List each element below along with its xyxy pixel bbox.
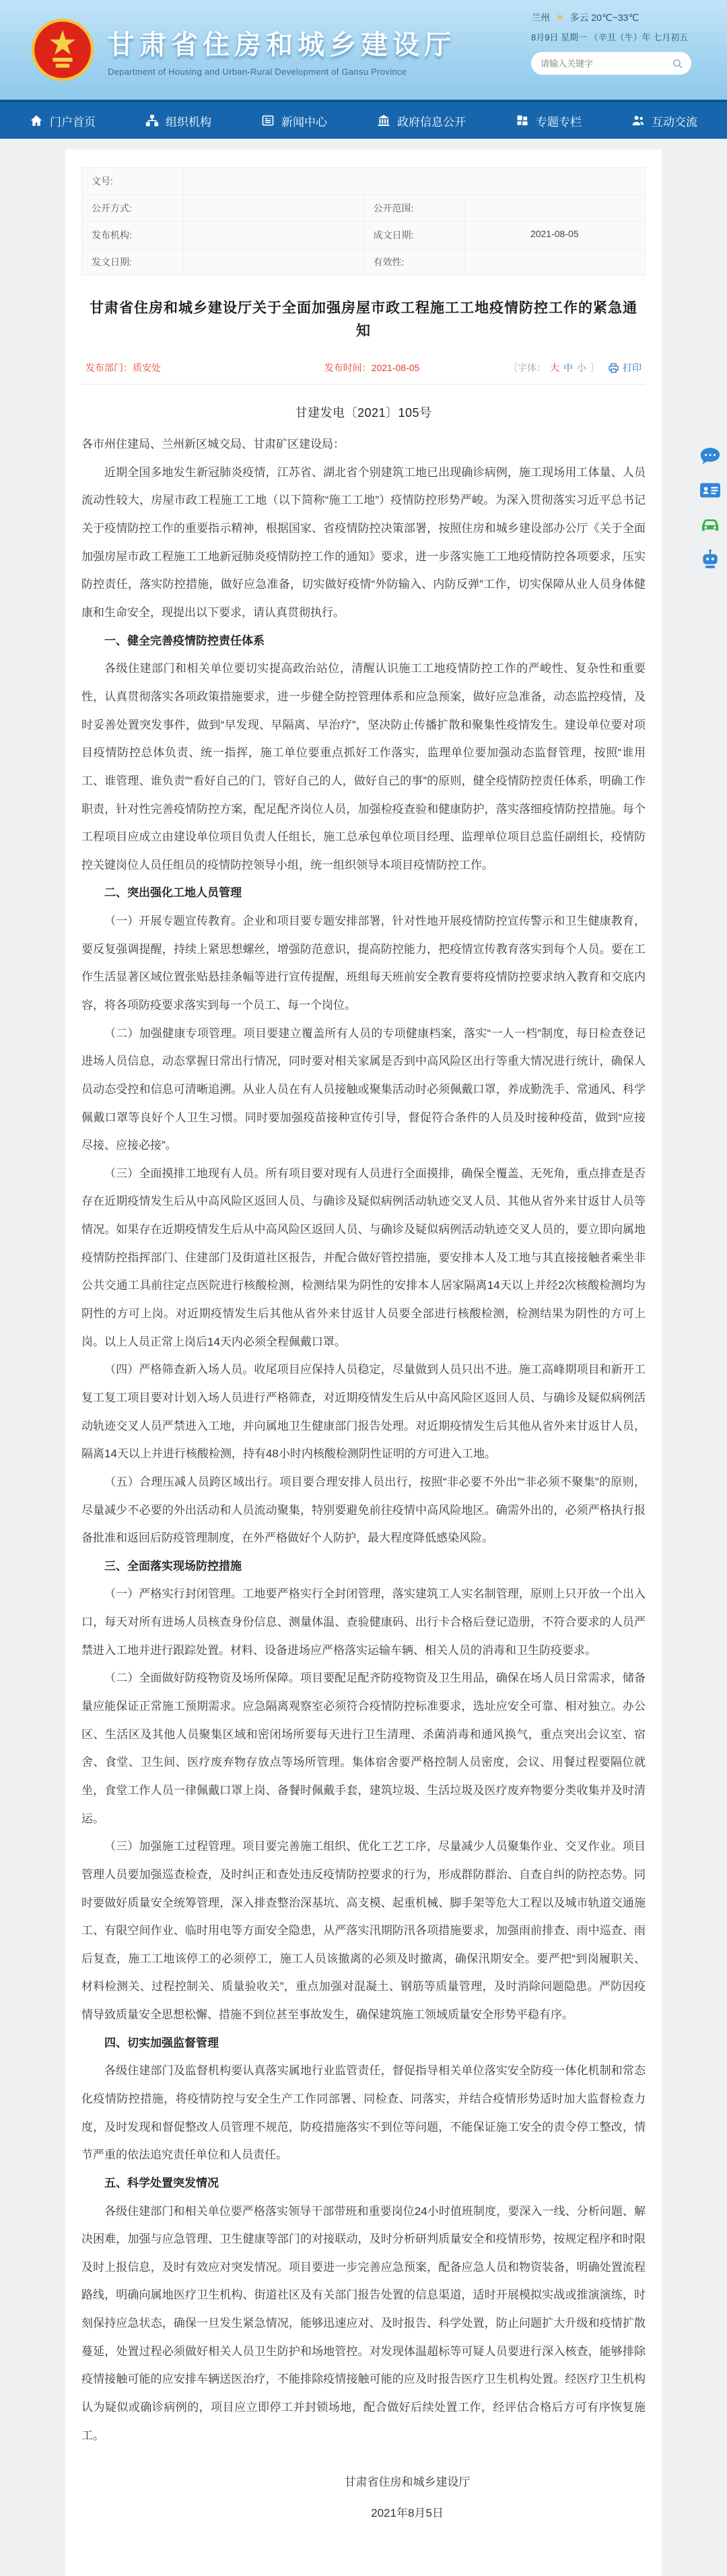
signature-org: 甘肃省住房和城乡建设厅 [344,2476,471,2489]
meta-row [82,222,645,249]
nav-item-label: 组织机构 [166,115,211,129]
nav-item-label: 政府信息公开 [397,115,466,129]
national-emblem-logo [31,18,94,81]
section-heading: 五、科学处置突发情况 [104,2176,219,2189]
meta-value [183,168,645,194]
nav-item-label: 互动交流 [652,115,697,129]
font-widget-prefix: 〔字体： [508,362,546,374]
font-size-button-小[interactable]: 小 [576,362,586,374]
home-icon [30,114,43,127]
publish-time [271,361,473,374]
section-heading: 三、全面落实现场防控措施 [104,1559,242,1573]
meta-label: 公开方式: [82,195,183,221]
font-size-button-中[interactable]: 中 [563,362,573,374]
body-paragraph: （二）加强健康专项管理。项目要建立覆盖所有人员的专项健康档案，落实“一人一档”制度，每日检查登记进场人员信息，动态掌握日常出行情况，同时要对相关家属是否到中高风险区出行等重大情况进行统计，确保人员动态受控和信息可清晰追溯。从业人员在有人员接触或聚集活动时必须佩戴口罩，养成勤洗手、常通风、科学佩戴口罩等良好个人卫生习惯。同时要加强疫苗接种宣传引导，督促符合条件的人员及时接种疫苗，做到“应接尽接、应接必接”。 [81,1026,646,1152]
font-size-widget [508,361,600,374]
section-heading: 一、健全完善疫情防控责任体系 [104,634,265,647]
meta-value [183,222,364,248]
weather-text: 多云 20℃~33℃ [569,12,639,23]
header-utilities [531,0,727,100]
bank-icon [377,114,390,127]
meta-value [464,195,646,221]
body-paragraph: （三）加强施工过程管理。项目要完善施工组织、优化工艺工序，尽量减少人员聚集作业、交叉作业。项目管理人员要加强巡查检查，及时纠正和查处违反疫情防控要求的行为，形成群防群治、自查自纠的防控态势。同时要做好质量安全统筹管理，深入排查整治深基坑、高支模、起重机械、脚手架等危大工程以及城市轨道交通施工、有限空间作业、临时用电等方面安全隐患，从严落实汛期防汛各项措施要求，加强雨前排查、雨中巡查、雨后复查，施工工地该停工的必须停工，施工人员该撤离的必须及时撤离，确保汛期安全。要严把“到岗履职关、材料检测关、过程控制关、质量验收关”，重点加强对混凝土、钢筋等质量管理，及时消除问题隐患。严防因疫情导致质量安全思想松懈、措施不到位甚至事故发生，确保建筑施工领域质量安全形势平稳有序。 [81,1840,646,2022]
site-subtitle-en: Department of Housing and Urban-Rural Development of Gansu Province [108,66,407,77]
section-heading: 二、突出强化工地人员管理 [104,886,242,900]
publish-tools [473,361,642,374]
meta-label: 文号: [82,168,183,194]
print-button[interactable] [608,361,642,374]
search-icon[interactable] [672,58,683,69]
print-label: 打印 [622,362,642,374]
addressee-line: 各市州住建局、兰州新区城交局、甘肃矿区建设局： [81,438,345,451]
doc-meta-table [81,167,646,275]
body-paragraph: （三）全面摸排工地现有人员。所有项目要对现有人员进行全面摸排，确保全覆盖、无死角，重点排查是否存在近期疫情发生后从中高风险区返回人员、与确诊及疑似病例活动轨迹交叉人员、其他从省外来甘返甘人员等情况。如果存在近期疫情发生后从中高风险区返回人员、与确诊及疑似病例活动轨迹交叉人员的，要立即向属地疫情防控指挥部门、住建部门及街道社区报告，并配合做好管控措施，要安排本人及工地与其直接接触者乘坐非公共交通工具前往定点医院进行核酸检测，检测结果为阴性的安排本人居家隔离14天以上并经2次核酸检测均为阴性的方可上岗。对近期疫情发生后其他从省外来甘返甘人员要全部进行核酸检测，检测结果为阴性的方可上岗。以上人员正常上岗后14天内必须全程佩戴口罩。 [81,1166,646,1348]
nav-item-label: 专题专栏 [536,115,582,129]
search-input[interactable] [539,58,672,69]
body-paragraph: 各级住建部门和相关单位要切实提高政治站位，清醒认识施工工地疫情防控工作的严峻性、复杂性和重要性，认真贯彻落实各项政策措施要求，进一步健全防控管理体系和应急预案，做好应急准备，动态监控疫情，及时妥善处置突发事件，做到“早发现、早隔离、早治疗”，坚决防止传播扩散和聚集性疫情发生。建设单位要对项目疫情防控总体负责、统一指挥，施工单位要重点抓好工作落实，监理单位要加强动态监督管理，按照“谁用工、谁管理、谁负责”“看好自己的门，管好自己的人，做好自己的事”的原则，健全疫情防控责任体系，明确工作职责，针对性完善疫情防控方案，配足配齐岗位人员，加强检疫查验和健康防护，落实落细疫情防控措施。每个工程项目应成立由建设单位项目负责人任组长，施工总承包单位项目经理、监理单位项目总监任副组长，疫情防控关键岗位人员任组员的疫情防控领导小组，统一组织领导本项目疫情防控工作。 [81,662,646,871]
sun-icon: ☀ [555,12,565,24]
news-icon [261,114,275,127]
site-title: 甘肃省住房和城乡建设厅 [108,30,456,60]
meta-label: 有效性: [364,249,464,275]
content-card [65,150,662,2576]
body-paragraph: 各级住建部门及监督机构要认真落实属地行业监管责任，督促指导相关单位落实安全防疫一体化机制和常态化疫情防控措施，将疫情防控与安全生产工作同部署、同检查、同落实，并结合疫情形势适时加大监督检查力度，及时发现和督促整改人员管理不规范，防疫措施落实不到位等问题，不能保证施工安全的责令停工整改，情节严重的依法追究责任单位和人员责任。 [81,2064,646,2162]
body-paragraph: （五）合理压减人员跨区域出行。项目要合理安排人员出行，按照“非必要不外出”“非必须不聚集”的原则，尽量减少不必要的外出活动和人员流动聚集，特别要避免前往疫情中高风险地区。确需外出的，必须严格执行报备批准和返回后防疫管理制度，在外严格做好个人防护，最大程度降低感染风险。 [81,1475,646,1545]
font-widget-suffix: 〕 [590,362,600,374]
meta-value [183,249,364,275]
people-icon [631,114,645,127]
divider [81,384,646,385]
page-title: 甘肃省住房和城乡建设厅关于全面加强房屋市政工程施工工地疫情防控工作的紧急通知 [90,300,637,339]
body-paragraph: （二）全面做好防疫物资及场所保障。项目要配足配齐防疫物资及卫生用品，确保在场人员日常需求，储备量应能保证正常施工预期需求。应急隔离观察室必须符合疫情防控标准要求，选址应安全可靠、相对独立。办公区、生活区及其他人员聚集区域和密闭场所要每天进行卫生清理、杀菌消毒和通风换气，重点突出会议室、宿舍、食堂、卫生间、医疗废弃物存放点等场所管理。集体宿舍要严格控制人员密度，会议、用餐过程要隔位就坐，食堂工作人员一律佩戴口罩上岗、备餐时佩戴手套，建筑垃圾、生活垃圾及医疗废弃物要分类收集并及时清运。 [81,1672,646,1825]
signature-block [81,2467,646,2529]
body-paragraph: 各级住建部门和相关单位要严格落实领导干部带班和重要岗位24小时值班制度，要深入一线、分析问题、解决困难，加强与应急管理、卫生健康等部门的对接联动，及时分析研判质量安全和疫情形势，按规定程序和时限及时上报信息，及时有效应对突发情况。项目要进一步完善应急预案，配备应急人员和物资装备，明确处置流程路线，明确向属地医疗卫生机构、街道社区及有关部门报告处置的信息渠道，适时开展模拟实战或推演演练，时刻保持应急状态，确保一旦发生紧急情况，能够迅速应对、及时报告、科学处置，防止问题扩大升级和疫情扩散蔓延，处置过程必须做好相关人员卫生防护和场地管控。对发现体温超标等可疑人员要进行深入核查，能够排除疫情接触可能的应安排车辆送医治疗，不能排除疫情接触可能的应及时报告医疗卫生机构处置。经医疗卫生机构认为疑似或确诊病例的，项目应立即停工并封锁场地，配合做好后续处置工作，经评估合格后方可有序恢复施工。 [81,2204,646,2442]
search-box[interactable] [531,52,691,75]
document-number: 甘建发电〔2021〕105号 [295,406,432,420]
nav-item-topics[interactable] [516,112,582,129]
printer-icon [608,362,619,374]
nav-item-home[interactable] [30,112,96,129]
signature-date: 2021年8月5日 [371,2507,444,2520]
nav-item-interact[interactable] [631,112,697,129]
chat-bubble-widget-icon[interactable] [697,444,723,467]
publish-dept-label: 发布部门： [85,362,133,374]
nav-item-gov-info[interactable] [377,112,466,129]
meta-value [183,195,364,221]
meta-label: 公开范围: [364,195,464,221]
site-brand [0,0,456,100]
meta-row [82,249,645,275]
site-header [0,0,727,100]
robot-widget-icon[interactable] [697,548,723,570]
id-card-widget-icon[interactable] [697,479,723,502]
nav-item-org[interactable] [145,112,211,129]
meta-value [464,249,646,275]
main-nav [0,100,727,139]
meta-label: 发布机构: [82,222,183,248]
meta-label: 发文日期: [82,249,183,275]
nav-item-label: 新闻中心 [281,115,327,129]
meta-row [82,195,645,222]
publish-time-value: 2021-08-05 [371,362,420,374]
meta-label: 成文日期: [364,222,464,248]
body-paragraph: （四）严格筛查新入场人员。收尾项目应保持人员稳定，尽量做到人员只出不进。施工高峰期项目和新开工复工复工项目要对计划入场人员进行严格筛查，对近期疫情发生后从中高风险区返回人员、与确诊及疑似病例活动轨迹交叉人员严禁进入工地，并向属地卫生健康部门报告处理。对近期疫情发生后其他从省外来甘返甘人员，隔离14天以上并进行核酸检测，持有48小时内核酸检测阴性证明的方可进入工地。 [81,1363,646,1461]
brand-text [108,24,456,77]
grid-icon [516,114,529,127]
font-size-button-大[interactable]: 大 [549,362,559,374]
publish-dept-value: 质安处 [133,362,161,374]
car-widget-icon[interactable] [697,513,723,536]
sitemap-icon [145,114,159,127]
meta-row [82,168,645,195]
body-paragraph: （一）开展专题宣传教育。企业和项目要专题安排部署，针对性地开展疫情防控宣传警示和卫生健康教育，要反复强调提醒，持续上紧思想螺丝，增强防范意识，提高防控能力，把疫情宣传教育落实到每个人员。要在工作生活显著区域位置张贴悬挂条幅等进行宣传提醒，班组每天班前安全教育要将疫情防控要求纳入教育和交底内容，将各项防疫要求落实到每一个员工、每一个岗位。 [81,915,646,1012]
publish-time-label: 发布时间： [324,362,372,374]
nav-item-news[interactable] [261,112,327,129]
document-body [81,430,646,2449]
body-paragraph: 近期全国多地发生新冠肺炎疫情，江苏省、湖北省个别建筑工地已出现确诊病例，施工现场用工体量、人员流动性较大，房屋市政工程施工工地（以下简称“施工工地”）疫情防控形势严峻。为深入贯彻落实习近平总书记关于疫情防控工作的重要指示精神，根据国家、省疫情防控决策部署，按照住房和城乡建设部办公厅《关于全面加强房屋市政工程施工工地新冠肺炎疫情防控工作的通知》要求，进一步落实施工工地疫情防控各项要求，压实防控责任，落实防控措施，做好应急准备，切实做好疫情“外防输入、内防反弹”工作，切实保障从业人员身体健康和生命安全，现提出以下要求，请认真贯彻执行。 [81,465,646,620]
publish-dept [85,361,271,374]
meta-value: 2021-08-05 [530,228,579,239]
body-paragraph: （一）严格实行封闭管理。工地要严格实行全封闭管理，落实建筑工人实名制管理，原则上只开放一个出入口，每天对所有进场人员核查身份信息、测量体温、查验健康码、出行卡合格后登记造册，不符合要求的人员严禁进入工地并进行跟踪处置。材料、设备进场应严格落实运输车辆、相关人员的消毒和卫生防疫要求。 [81,1587,646,1657]
weather-city: 兰州 [531,12,550,23]
publish-bar [81,358,646,384]
floating-widgets [697,444,723,570]
date-text: 8月9日 星期一 （辛丑（牛）年 七月初五 [531,32,689,42]
section-heading: 四、切实加强监督管理 [104,2036,219,2049]
weather-line [531,11,709,24]
nav-item-label: 门户首页 [50,115,96,129]
